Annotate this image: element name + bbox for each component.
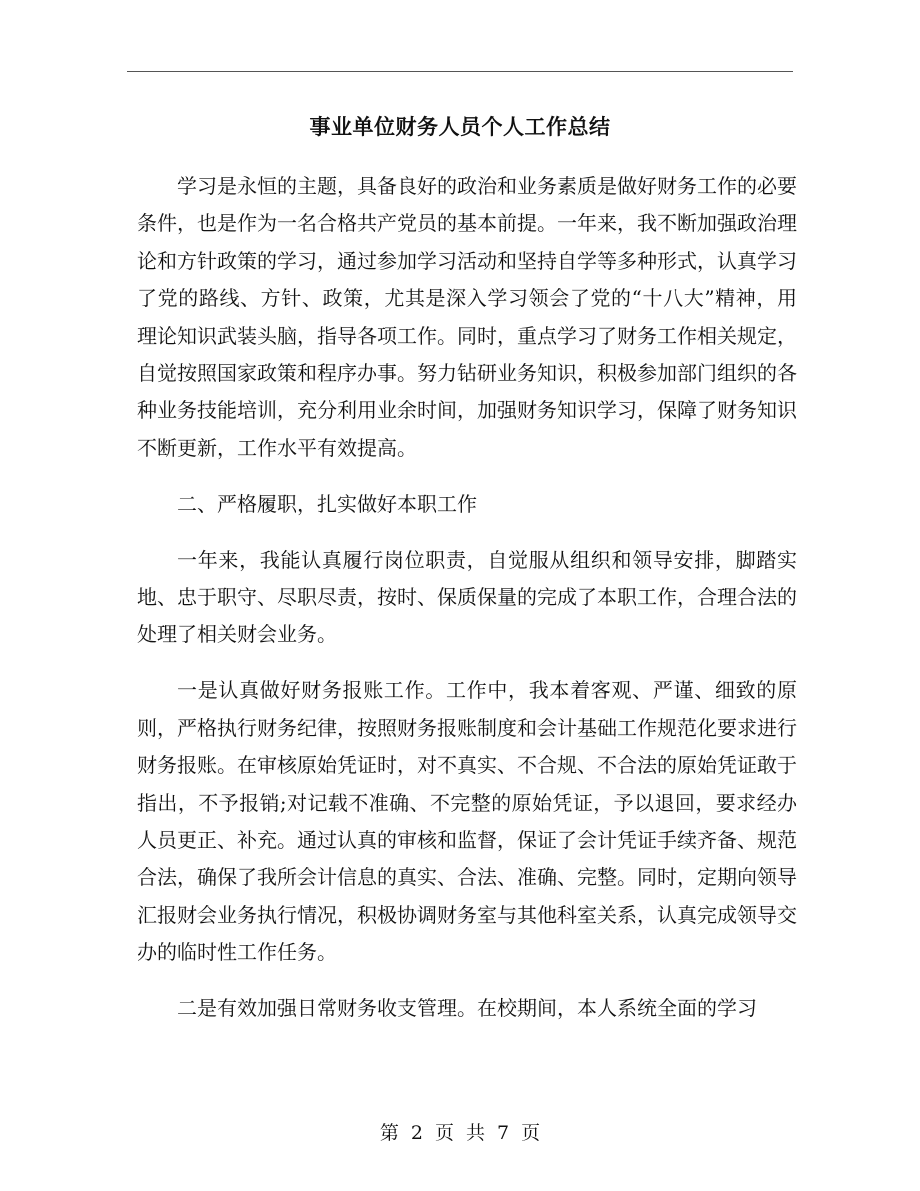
page-footer: 第 2 页 共 7 页 [379, 1122, 541, 1144]
section-heading-duty: 二、严格履职，扎实做好本职工作 [177, 491, 477, 516]
document-title: 事业单位财务人员个人工作总结 [309, 114, 611, 139]
paragraph-finance-management: 二是有效加强日常财务收支管理。在校期间，本人系统全面的学习 [177, 996, 757, 1021]
header-rule [127, 71, 793, 72]
paragraph-study: 学习是永恒的主题，具备良好的政治和业务素质是做好财务工作的必要条件，也是作为一名合格共产党员的基本前提。一年来，我不断加强政治理论和方针政策的学习，通过参加学习活动和坚持自学等多种形式，认真学习了党的路线、方针、政策，尤其是深入学习领会了党的“十八大”精神，用理论知识武装头脑，指导各项工作。同时，重点学习了财务工作相关规定，自觉按照国家政策和程序办事。努力钻研业务知识，积极参加部门组织的各种业务技能培训，充分利用业余时间，加强财务知识学习，保障了财务知识不断更新，工作水平有效提高。 [137, 174, 797, 460]
paragraph-duty: 一年来，我能认真履行岗位职责，自觉服从组织和领导安排，脚踏实地、忠于职守、尽职尽责，按时、保质保量的完成了本职工作，合理合法的处理了相关财会业务。 [137, 547, 797, 647]
document-body [137, 168, 797, 1046]
paragraph-reimbursement: 一是认真做好财务报账工作。工作中，我本着客观、严谨、细致的原则，严格执行财务纪律，按照财务报账制度和会计基础工作规范化要求进行财务报账。在审核原始凭证时，对不真实、不合规、不合法的原始凭证敢于指出，不予报销;对记载不准确、不完整的原始凭证，予以退回，要求经办人员更正、补充。通过认真的审核和监督，保证了会计凭证手续齐备、规范合法，确保了我所会计信息的真实、合法、准确、完整。同时，定期向领导汇报财会业务执行情况，积极协调财务室与其他科室关系，认真完成领导交办的临时性工作任务。 [137, 678, 797, 965]
